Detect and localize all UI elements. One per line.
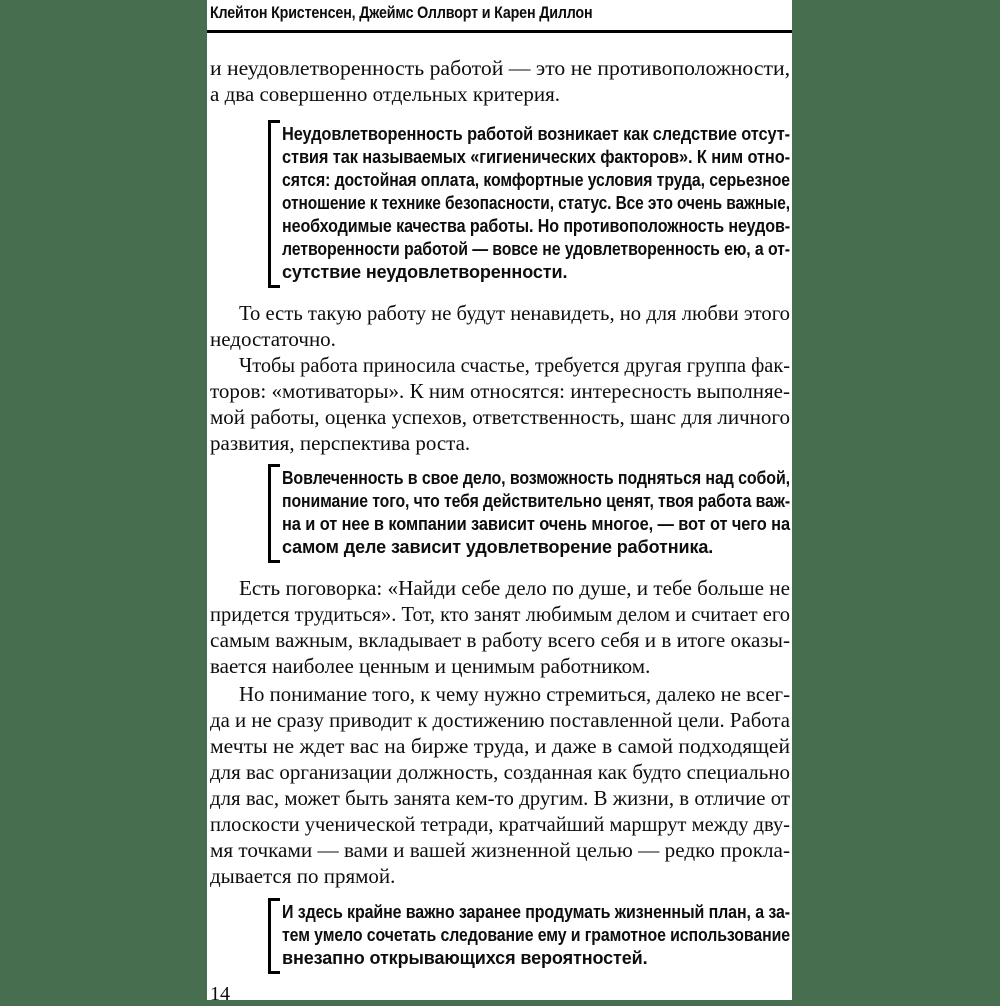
quote-bracket-icon [268,120,271,288]
text-line: вается наиболее ценным и ценимым работником. [210,654,651,678]
page-number: 14 [210,983,230,1005]
body-paragraph [210,352,790,456]
header-rule [207,30,792,33]
text-line: самом деле зависит удовлетворение работника. [282,537,714,557]
text-line: отношение к технике безопасности, статус. Все это очень важные, [282,193,790,213]
text-line: сятся: достойная оплата, комфортные условия труда, серьезное [282,170,790,190]
text-line: а два совершенно отдельных критерия. [210,82,560,106]
text-line: недостаточно. [210,327,336,351]
text-line: сутствие неудовлетворенности. [282,262,568,282]
text-line: ствия так называемых «гигиенических факторов». К ним отно- [282,147,790,167]
text-line: да и не сразу приводит к достижению поставленной цели. Работа [210,708,790,732]
block-quote [268,464,790,563]
text-line: летворенности работой — вовсе не удовлетворенность ею, а от- [282,239,790,259]
text-line: придется трудиться». Тот, кто занят любимым делом и считает его [210,602,790,626]
book-page [207,0,792,1005]
text-line: самым важным, вкладывает в работу всего себя и в итоге оказы- [210,628,791,652]
text-line: развития, перспектива роста. [210,431,471,455]
quote-body [282,120,790,288]
body-paragraph [210,681,790,889]
text-line: мой работы, оценка успехов, ответственность, шанс для личного [210,405,790,429]
body-paragraph [210,55,790,107]
text-line: необходимые качества работы. Но противоположность неудов- [282,216,790,236]
text-line: тем умело сочетать следование ему и грамотное использование [282,925,790,945]
text-line: плоскости ученической тетради, кратчайший маршрут между дву- [210,812,790,836]
text-line: И здесь крайне важно заранее продумать жизненный план, а за- [282,902,790,922]
text-line: понимание того, что тебя действительно ценят, твоя работа важ- [282,491,790,511]
header-authors [210,0,790,23]
quote-bracket-icon [268,898,271,974]
text-line: Но понимание того, к чему нужно стремиться, далеко не всег- [239,682,790,706]
header-authors-text: Клейтон Кристенсен, Джеймс Оллворт и Карен Диллон [210,3,593,22]
text-line: для вас организации должность, созданная как будто специально [210,760,790,784]
body-paragraph [210,300,790,352]
text-line: внезапно открывающихся вероятностей. [282,948,648,968]
text-line: То есть такую работу не будут ненавидеть, но для любви этого [239,301,790,325]
text-line: Чтобы работа приносила счастье, требуется другая группа фак- [239,353,790,377]
quote-bracket-icon [268,464,271,563]
text-line: Есть поговорка: «Найди себе дело по душе, и тебе больше не [239,576,790,600]
text-line: и неудовлетворенность работой — это не противоположности, [210,56,790,80]
text-line: мечты не ждет вас на бирже труда, и даже в самой подходящей [210,734,790,758]
quote-body [282,464,790,563]
body-paragraph [210,575,790,679]
text-line: Неудовлетворенность работой возникает как следствие отсут- [282,124,790,144]
text-line: на и от нее в компании зависит очень многое, — вот от чего на [282,514,790,534]
text-line: мя точками — вами и вашей жизненной целью — редко прокла- [210,838,790,862]
text-line: Вовлеченность в свое дело, возможность подняться над собой, [282,468,790,488]
text-line: торов: «мотиваторы». К ним относятся: интересность выполняе- [210,379,790,403]
block-quote [268,898,790,974]
text-line: дывается по прямой. [210,864,396,888]
quote-body [282,898,790,974]
block-quote [268,120,790,288]
text-line: для вас, может быть занята кем-то другим. В жизни, в отличие от [210,786,790,810]
